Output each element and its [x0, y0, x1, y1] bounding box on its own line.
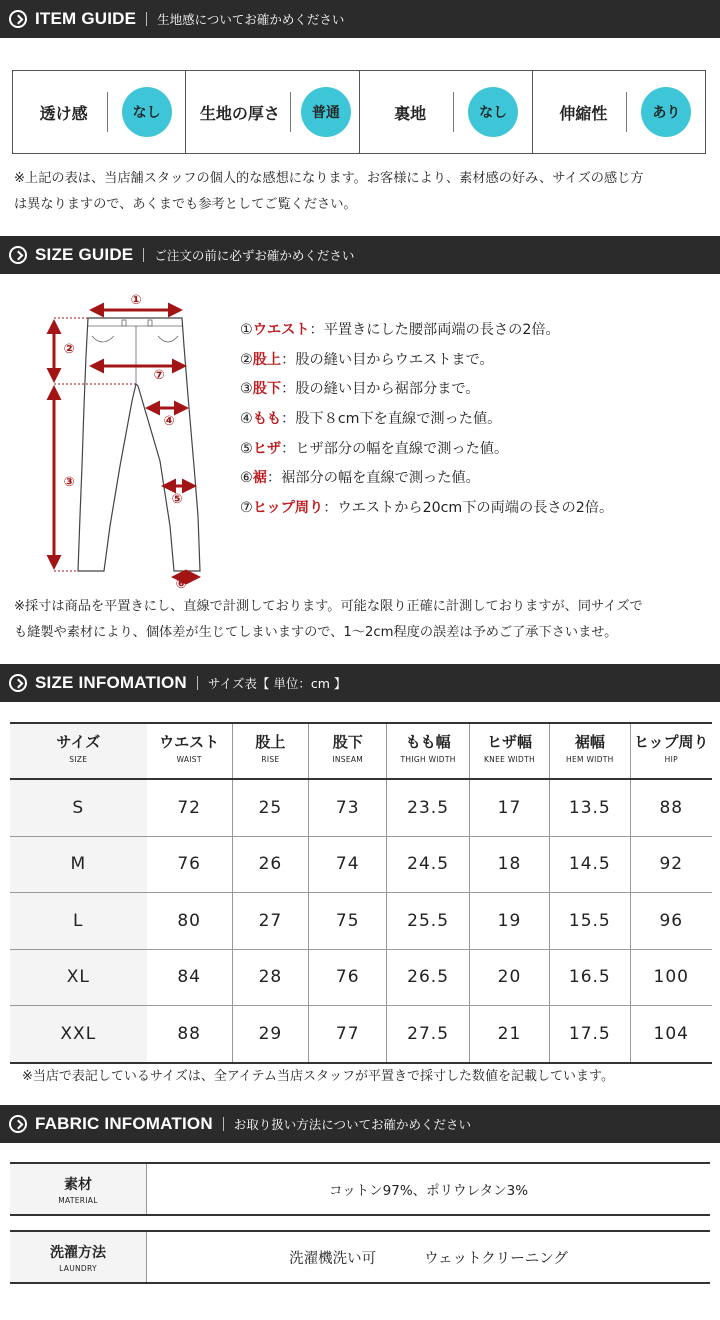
chevron-right-circle-icon: [9, 1115, 27, 1133]
cell-rise: 27: [232, 893, 308, 950]
cell-inseam: 76: [309, 949, 387, 1006]
item-guide-header: [0, 0, 720, 38]
cell-rise: 29: [232, 1006, 308, 1063]
cell-size: XL: [10, 949, 147, 1006]
guide-cell-stretch: [533, 71, 705, 153]
size-info-note: ※当店で表記しているサイズは、全アイテム当店スタッフが平置きで採寸した数値を記載しています。: [22, 1069, 614, 1084]
table-row: [10, 836, 712, 893]
cell-knee: 19: [469, 893, 549, 950]
cell-knee: 21: [469, 1006, 549, 1063]
cell-knee: 18: [469, 836, 549, 893]
guide-badge: なし: [468, 87, 518, 137]
size-guide-header: [0, 236, 720, 274]
chevron-right-circle-icon: [9, 674, 27, 692]
divider: [197, 676, 198, 690]
guide-label: 生地の厚さ: [199, 103, 280, 123]
marker-waist: ①: [130, 293, 142, 308]
cell-hip: 104: [630, 1006, 712, 1063]
cell-inseam: 73: [309, 779, 387, 836]
measure-item: ①ウエスト：平置きにした腰部両端の長さの2倍。: [240, 322, 560, 338]
guide-label: 伸縮性: [559, 103, 608, 123]
divider: [453, 92, 454, 132]
cell-hem: 14.5: [550, 836, 630, 893]
pants-diagram: [40, 286, 230, 596]
divider: [143, 248, 144, 262]
cell-hip: 88: [630, 779, 712, 836]
cell-thigh: 24.5: [387, 836, 469, 893]
size-table: [10, 722, 712, 1064]
cell-rise: 28: [232, 949, 308, 1006]
guide-badge: あり: [641, 87, 691, 137]
header-thigh: もも幅 THIGH WIDTH: [387, 723, 469, 779]
measurement-list: [240, 316, 613, 524]
laundry-row: [10, 1230, 710, 1284]
measure-item: ⑥裾：裾部分の幅を直線で測った値。: [240, 470, 480, 487]
note-line: ※採寸は商品を平置きにし、直線で計測しております。可能な限り正確に計測しておりますが、同サイズで: [14, 599, 643, 614]
cell-thigh: 25.5: [387, 893, 469, 950]
guide-badge: なし: [122, 87, 172, 137]
header-inseam: 股下 INSEAM: [309, 723, 387, 779]
material-label: 素材: [64, 1176, 92, 1193]
marker-hem: ⑥: [175, 577, 187, 592]
table-row: [10, 1006, 712, 1063]
cell-waist: 80: [147, 893, 233, 950]
divider: [223, 1117, 224, 1131]
cell-thigh: 23.5: [387, 779, 469, 836]
section-title: SIZE GUIDE: [35, 245, 134, 264]
header-hip: ヒップ周り HIP: [630, 723, 712, 779]
cell-hip: 96: [630, 893, 712, 950]
cell-hip: 92: [630, 836, 712, 893]
guide-badge: 普通: [301, 87, 351, 137]
marker-thigh: ④: [163, 414, 175, 429]
cell-size: L: [10, 893, 147, 950]
cell-knee: 17: [469, 779, 549, 836]
measure-item: ⑦ヒップ周り：ウエストから20cm下の両端の長さの2倍。: [240, 500, 614, 517]
guide-cell-lining: [360, 71, 533, 153]
size-table-header-row: [10, 723, 712, 779]
material-header: [10, 1164, 147, 1214]
cell-waist: 72: [147, 779, 233, 836]
table-row: [10, 779, 712, 836]
marker-hip: ⑦: [153, 368, 165, 383]
cell-hip: 100: [630, 949, 712, 1006]
cell-rise: 26: [232, 836, 308, 893]
guide-label: 裏地: [394, 103, 427, 123]
divider: [146, 12, 147, 26]
cell-inseam: 75: [309, 893, 387, 950]
cell-size: XXL: [10, 1006, 147, 1063]
section-subtitle: お取り扱い方法についてお確かめください: [233, 1117, 472, 1132]
marker-inseam: ③: [63, 475, 75, 490]
measure-item: ③股下：股の縫い目から裾部分まで。: [240, 381, 480, 398]
note-line: も縫製や素材により、個体差が生じてしまいますので、1〜2cm程度の誤差は予めご了承下さいませ。: [14, 625, 618, 640]
section-subtitle: サイズ表【 単位：cm 】: [207, 676, 347, 691]
divider: [626, 92, 627, 132]
cell-rise: 25: [232, 779, 308, 836]
guide-cell-thickness: [186, 71, 359, 153]
cell-waist: 76: [147, 836, 233, 893]
chevron-right-circle-icon: [9, 10, 27, 28]
note-line: ※上記の表は、当店舗スタッフの個人的な感想になります。お客様により、素材感の好み、サイズの感じ方: [14, 171, 644, 186]
cell-hem: 15.5: [550, 893, 630, 950]
material-row: [10, 1162, 710, 1216]
marker-rise: ②: [63, 342, 75, 357]
item-guide-note: [14, 166, 714, 218]
header-hem: 裾幅 HEM WIDTH: [550, 723, 630, 779]
item-guide-table: [12, 70, 706, 154]
cell-inseam: 77: [309, 1006, 387, 1063]
cell-hem: 17.5: [550, 1006, 630, 1063]
section-subtitle: 生地感についてお確かめください: [157, 12, 345, 27]
note-line: は異なりますので、あくまでも参考としてご覧ください。: [14, 197, 357, 212]
cell-hem: 16.5: [550, 949, 630, 1006]
measure-item: ④もも：股下８cm下を直線で測った値。: [240, 411, 502, 428]
cell-knee: 20: [469, 949, 549, 1006]
section-subtitle: ご注文の前に必ずお確かめください: [154, 248, 355, 263]
measure-item: ⑤ヒザ：ヒザ部分の幅を直線で測った値。: [240, 440, 509, 457]
divider: [107, 92, 108, 132]
laundry-values: [147, 1232, 710, 1282]
section-title: SIZE INFOMATION: [35, 673, 187, 692]
laundry-label: 洗濯方法: [50, 1244, 106, 1261]
material-value: コットン97%、ポリウレタン3%: [328, 1183, 529, 1199]
laundry-header: [10, 1232, 147, 1282]
laundry-value: ウェットクリーニング: [424, 1250, 568, 1267]
header-waist: ウエスト WAIST: [147, 723, 233, 779]
material-label-en: MATERIAL: [58, 1195, 98, 1205]
pants-outline: [78, 318, 200, 571]
measure-item: ②股上：股の縫い目からウエストまで。: [240, 351, 494, 368]
cell-inseam: 74: [309, 836, 387, 893]
cell-size: S: [10, 779, 147, 836]
header-knee: ヒザ幅 KNEE WIDTH: [469, 723, 549, 779]
guide-label: 透け感: [39, 103, 88, 123]
cell-hem: 13.5: [550, 779, 630, 836]
cell-thigh: 27.5: [387, 1006, 469, 1063]
cell-waist: 88: [147, 1006, 233, 1063]
table-row: [10, 949, 712, 1006]
section-title: ITEM GUIDE: [35, 9, 137, 28]
cell-thigh: 26.5: [387, 949, 469, 1006]
cell-size: M: [10, 836, 147, 893]
size-info-header: [0, 664, 720, 702]
chevron-right-circle-icon: [9, 246, 27, 264]
size-guide-note: [14, 594, 714, 646]
cell-waist: 84: [147, 949, 233, 1006]
section-title: FABRIC INFOMATION: [35, 1114, 213, 1133]
laundry-value: 洗濯機洗い可: [289, 1250, 377, 1267]
header-size: サイズ SIZE: [10, 723, 147, 779]
guide-cell-transparency: [13, 71, 186, 153]
fabric-info-header: [0, 1105, 720, 1143]
laundry-label-en: LAUNDRY: [59, 1263, 97, 1273]
marker-knee: ⑤: [171, 492, 183, 507]
header-rise: 股上 RISE: [232, 723, 308, 779]
table-row: [10, 893, 712, 950]
divider: [290, 92, 291, 132]
